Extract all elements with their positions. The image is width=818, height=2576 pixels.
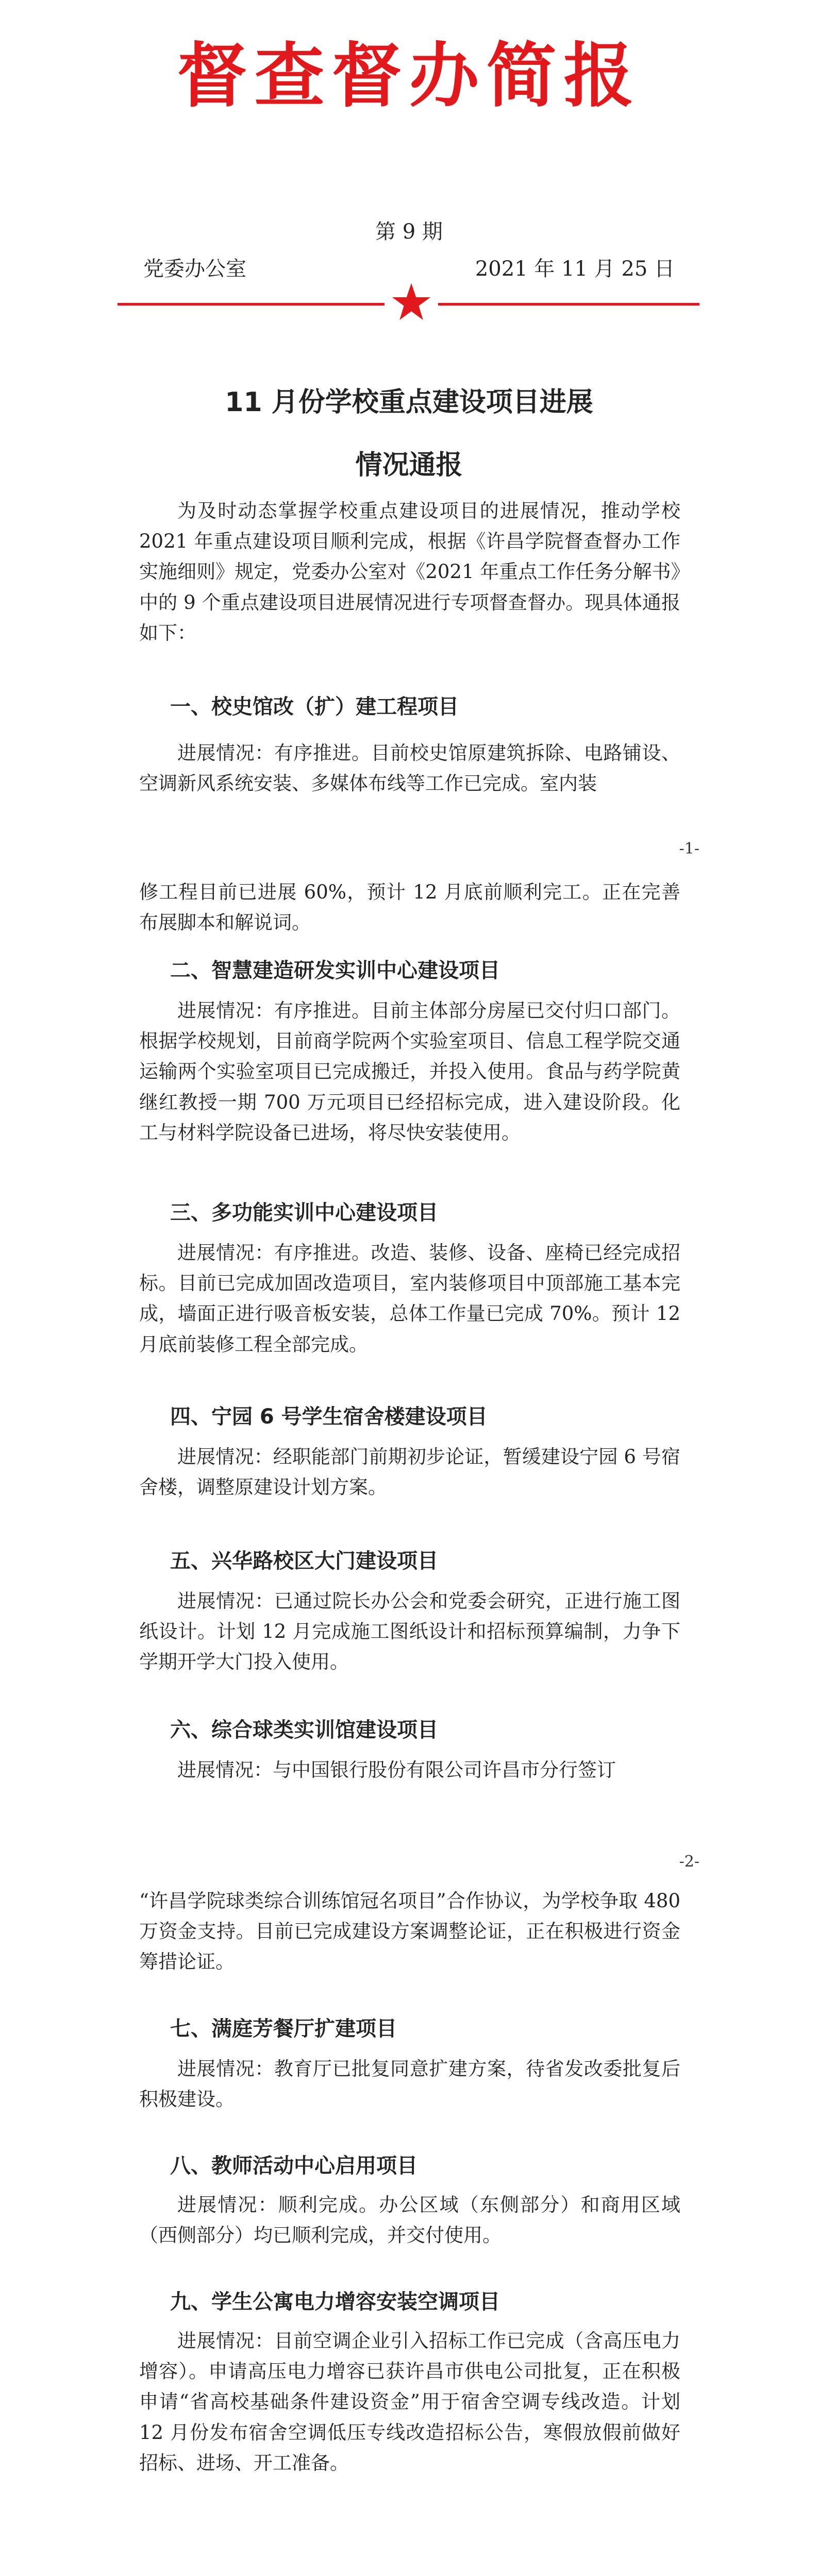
section-body: 进展情况：有序推进。目前主体部分房屋已交付归口部门。根据学校规划，目前商学院两个实验室项目、信息工程学院交通运输两个实验室项目已完成搬迁，并投入使用。食品与药学院黄继红教授一期 700 万元项目已经招标完成，进入建设阶段。化工与材料学院设备已进场，将尽快安装使用。 [139,999,680,1144]
section-body: 进展情况：目前空调企业引入招标工作已完成（含高压电力增容）。申请高压电力增容已获许昌市供电公司批复，正在积极申请“省高校基础条件建设资金”用于宿舍空调专线改造。计划 12 月份发布宿舍空调低压专线改造招标公告，寒假放假前做好招标、进场、开工准备。 [139,2330,680,2474]
section-body: 进展情况：经职能部门前期初步论证，暂缓建设宁园 6 号宿舍楼，调整原建设计划方案。 [139,1446,680,1499]
section-body-continued: 修工程目前已进展 60%，预计 12 月底前顺利完工。正在完善布展脚本和解说词。 [139,881,680,934]
section-body: 进展情况：有序推进。改造、装修、设备、座椅已经完成招标。目前已完成加固改造项目，室内装修项目中顶部施工基本完成，墙面正进行吸音板安装，总体工作量已完成 70%。预计 12 月底前装修工程全部完成。 [139,1242,680,1355]
section-heading: 八、教师活动中心启用项目 [170,2154,418,2178]
red-rule-left [118,303,385,306]
report-title-line2: 情况通报 [355,450,463,481]
red-star-icon [392,282,431,321]
section-body: 进展情况：有序推进。目前校史馆原建筑拆除、电路铺设、空调新风系统安装、多媒体布线等工作已完成。室内装 [139,742,680,795]
section-body: 进展情况：与中国银行股份有限公司许昌市分行签订 [177,1759,616,1781]
masthead-title: 督查督办简报 [177,36,641,117]
section-heading: 二、智慧建造研发实训中心建设项目 [170,959,500,982]
section-body-continued: “许昌学院球类综合训练馆冠名项目”合作协议，为学校争取 480 万资金支持。目前已完成建设方案调整论证，正在积极进行资金筹措论证。 [139,1890,680,1973]
section-heading: 六、综合球类实训馆建设项目 [170,1718,438,1742]
page-number: -2- [679,1853,699,1871]
section-heading: 九、学生公寓电力增容安装空调项目 [170,2290,500,2314]
section-heading: 三、多功能实训中心建设项目 [170,1201,438,1225]
section-body: 进展情况：顺利完成。办公区域（东侧部分）和商用区域（西侧部分）均已顺利完成，并交付使用。 [139,2194,680,2247]
section-heading: 五、兴华路校区大门建设项目 [170,1549,438,1573]
issuing-office: 党委办公室 [143,257,246,281]
section-body: 进展情况：教育厅已批复同意扩建方案，待省发改委批复后积极建设。 [139,2058,680,2111]
report-title-line1: 11 月份学校重点建设项目进展 [225,387,593,418]
section-body: 进展情况：已通过院长办公会和党委会研究，正进行施工图纸设计。计划 12 月完成施工图纸设计和招标预算编制，力争下学期开学大门投入使用。 [139,1590,680,1673]
section-heading: 七、满庭芳餐厅扩建项目 [170,2017,397,2041]
red-rule-right [438,303,699,306]
issue-number: 第 9 期 [375,220,443,244]
section-heading: 一、校史馆改（扩）建工程项目 [170,695,459,719]
section-heading: 四、宁园 6 号学生宿舍楼建设项目 [170,1405,488,1429]
issue-date: 2021 年 11 月 25 日 [475,257,675,281]
page-number: -1- [679,840,699,858]
intro-paragraph: 为及时动态掌握学校重点建设项目的进展情况，推动学校 2021 年重点建设项目顺利完成，根据《许昌学院督查督办工作实施细则》规定，党委办公室对《2021 年重点工作任务分解书》中的 9 个重点建设项目进展情况进行专项督查督办。现具体通报如下： [139,500,680,644]
